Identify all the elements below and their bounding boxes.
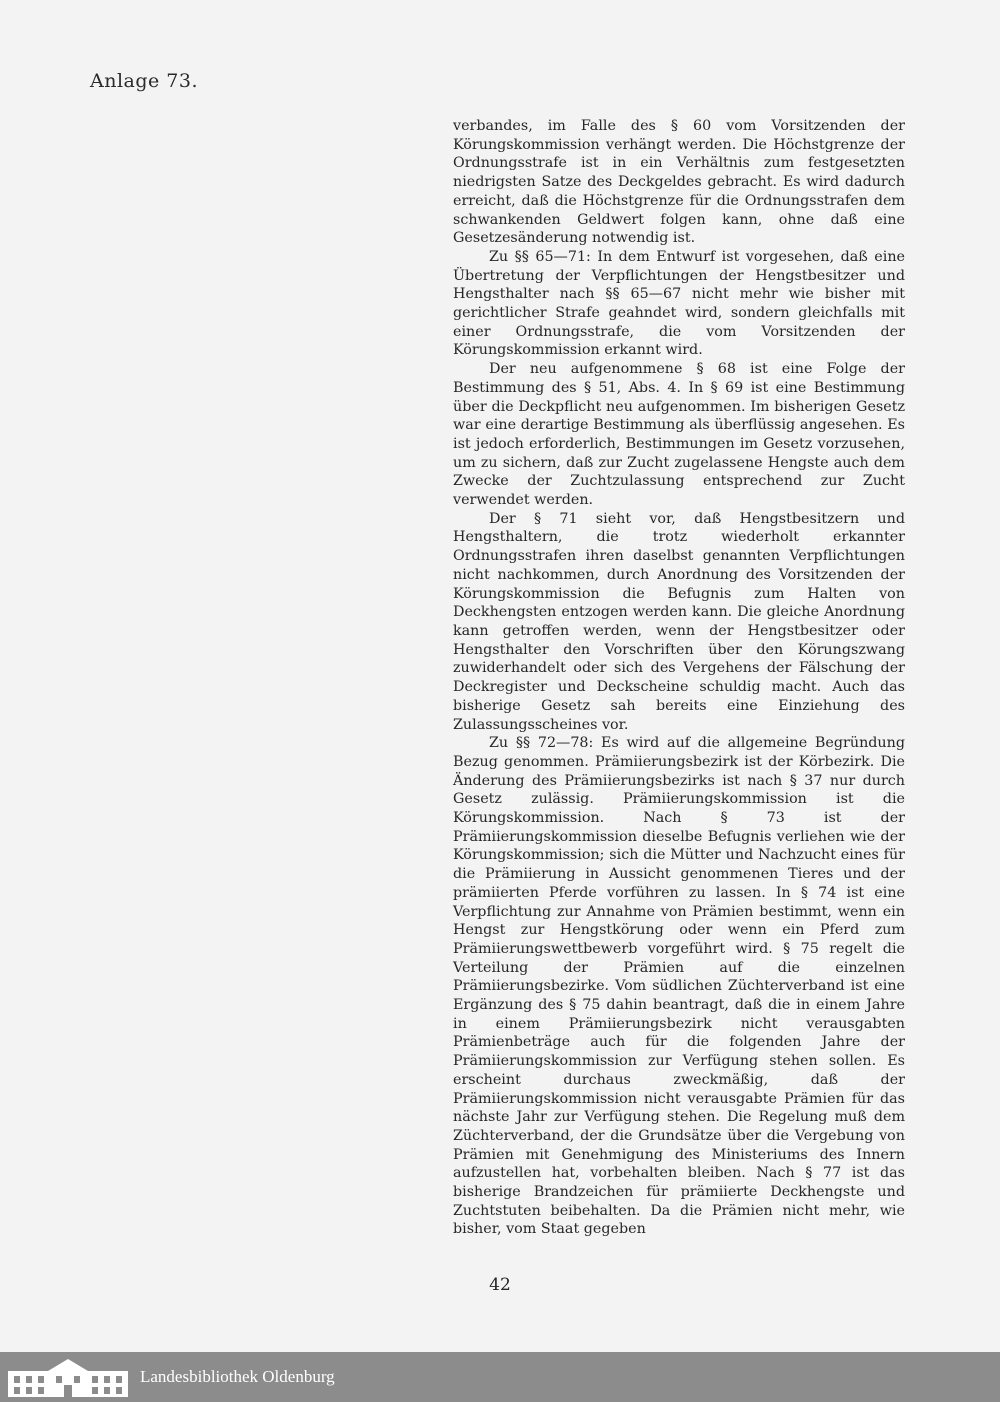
paragraph: Zu §§ 72—78: Es wird auf die allgemeine Begründung Bezug genommen. Prämiierungsbezirk ist der Körbezirk. Die Änderung des Prämiierungsbezirks ist nach § 37 nur durch Gesetz zulässig. Prämiierungskommission ist die Körungskommission. Nach § 73 ist der Prämiierungskommission dieselbe Befugnis verliehen wie der Körungskommission; sich die Mütter und Nachzucht eines für die Prämiierung in Aussicht genommenen Tieres und der prämiierten Pferde vorführen zu lassen. In § 74 ist eine Verpflichtung zur Annahme von Prämien bestimmt, wenn ein Hengst zur Hengstkörung oder wenn ein Pferd zum Prämiierungswettbewerb vorgeführt wird. § 75 regelt die Verteilung der Prämien auf die einzelnen Prämiierungsbezirke. Vom südlichen Züchterverband ist eine Ergänzung des § 75 dahin beantragt, daß die in einem Jahre in einem Prämiierungsbezirk nicht verausgabten Prämienbeträge auch für die folgenden Jahre der Prämiierungskommission zur Verfügung stehen sollen. Es erscheint durchaus zweckmäßig, daß der Prämiierungskommission nicht verausgabte Prämien für das nächste Jahr zur Verfügung stehen. Die Regelung muß dem Züchterverband, der die Grundsätze über die Vergebung von Prämien mit Genehmigung des Ministeriums des Innern aufzustellen hat, vorbehalten bleiben. Nach § 77 ist das bisherige Brandzeichen für prämiierte Deckhengste und Zuchtstuten beibehalten. Da die Prämien nicht mehr, wie bisher, vom Staat gegeben	[453, 735, 905, 1238]
paragraph: Der § 71 sieht vor, daß Hengstbesitzern und Hengsthaltern, die trotz wiederholt erkannter Ordnungsstrafen ihren daselbst genannten Verpflichtungen nicht nachkommen, durch Anordnung des Vorsitzenden der Körungskommission die Befugnis zum Halten von Deckhengsten entzogen werden kann. Die gleiche Anordnung kann getroffen werden, wenn der Hengstbesitzer oder Hengsthalter den Vorschriften über den Körungszwang zuwiderhandelt oder sich des Vergehens der Fälschung der Deckregister und Deckscheine schuldig macht. Auch das bisherige Gesetz sah bereits eine Einziehung des Zulassungsscheines vor.	[453, 510, 905, 733]
text-column	[453, 117, 905, 1239]
page-header: Anlage 73.	[90, 70, 199, 92]
paragraph: verbandes, im Falle des § 60 vom Vorsitzenden der Körungskommission verhängt werden. Die Höchstgrenze der Ordnungsstrafe ist in ein Verhältnis zum festgesetzten niedrigsten Satze des Deckgeldes gebracht. Es wird dadurch erreicht, daß die Höchstgrenze für die Ordnungsstrafen dem schwankenden Geldwert folgen kann, ohne daß eine Gesetzesänderung notwendig ist.	[453, 118, 905, 247]
paragraph: Der neu aufgenommene § 68 ist eine Folge der Bestimmung des § 51, Abs. 4. In § 69 ist eine Bestimmung über die Deckpflicht neu aufgenommen. Im bisherigen Gesetz war eine derartige Bestimmung als überflüssig angesehen. Es ist jedoch erforderlich, Bestimmungen im Gesetz vorzusehen, um zu sichern, daß zur Zucht zugelassene Hengste auch dem Zwecke der Zuchtzulassung entsprechend zur Zucht verwendet werden.	[453, 361, 905, 509]
paragraph: Zu §§ 65—71: In dem Entwurf ist vorgesehen, daß eine Übertretung der Verpflichtungen der Hengstbesitzer und Hengsthalter nach §§ 65—67 nicht mehr wie bisher mit gerichtlicher Strafe geahndet wird, sondern gleichfalls mit einer Ordnungsstrafe, die vom Vorsitzenden der Körungskommission erkannt wird.	[453, 248, 905, 359]
library-name: Landesbibliothek Oldenburg	[140, 1367, 335, 1386]
page-number: 42	[489, 1275, 511, 1295]
library-footer	[0, 1352, 1000, 1402]
library-building-icon	[8, 1357, 128, 1397]
